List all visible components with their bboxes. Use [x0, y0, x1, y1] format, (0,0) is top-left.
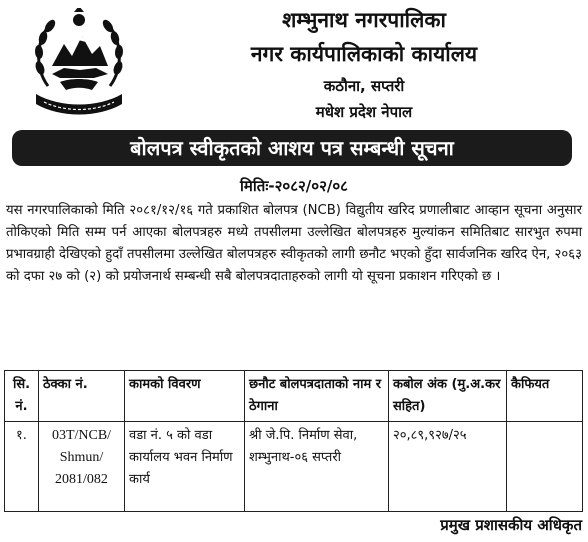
notice-body: यस नगरपालिकाको मिति २०८१/१२/१६ गते प्रकाशित बोलपत्र (NCB) विद्युतीय खरिद प्रणालीबाट आव्हान सूचना अनुसार तोकिएको मिति सम्म पर्न आएका बोलपत्रहरु मध्ये तपसीलमा उल्लेखित बोलपत्रहरु मुल्यांकन समितिबाट सारभुत रुपमा प्रभावग्राही देखिएको हुदाँ तपसीलमा उल्लेखित बोलपत्रहरु स्वीकृतको लागी छनौट भएको हुँदा सार्वजनिक खरिद ऐन, २०६३ को दफा २७ को (२) को प्रयोजनार्थ सम्बन्धी सबै बोलपत्रदाताहरुको लागी यो सूचना प्रकाशन गरिएको छ ।: [6, 203, 582, 284]
office-province: मधेश प्रदेश नेपाल: [315, 103, 413, 121]
signature-title: प्रमुख प्रशासकीय अधिकृत: [440, 516, 582, 534]
col-header-bidder: छनौट बोलपत्रदाताको नाम र ठेगाना: [245, 371, 389, 422]
cell-remarks: [507, 422, 583, 512]
notice-title: बोलपत्र स्वीकृतको आशय पत्र सम्बन्धी सूचना: [12, 130, 572, 166]
col-header-contract-no: ठेक्का नं.: [39, 371, 125, 422]
col-header-remarks: कैफियत: [507, 371, 583, 422]
col-header-sn: सि. नं.: [5, 371, 39, 422]
cell-contract-no: 03T/NCB/ Shmun/ 2081/082: [39, 422, 125, 512]
office-address: कठौना, सप्तरी: [323, 77, 405, 95]
office-name: शम्भुनाथ नगरपालिका: [282, 8, 446, 32]
cell-sn: १.: [5, 422, 39, 512]
cell-bidder: श्री जे.पि. निर्माण सेवा, शम्भुनाथ-०६ सप्तरी: [245, 422, 389, 512]
notice-date: मितिः-२०८२/०२/०८: [240, 177, 348, 195]
col-header-work-desc: कामको विवरण: [125, 371, 245, 422]
cell-amount: २०,८९,९२७/२५: [389, 422, 507, 512]
office-subtitle: नगर कार्यपालिकाको कार्यालय: [250, 42, 478, 66]
col-header-amount: कबोल अंक (मु.अ.कर सहित): [389, 371, 507, 422]
nepal-government-emblem-icon: [30, 8, 128, 118]
table-header-row: [5, 371, 583, 422]
table-row: [5, 422, 583, 512]
cell-work-desc: वडा नं. ५ को वडा कार्यालय भवन निर्माण कार्य: [125, 422, 245, 512]
bid-table: [4, 370, 583, 512]
